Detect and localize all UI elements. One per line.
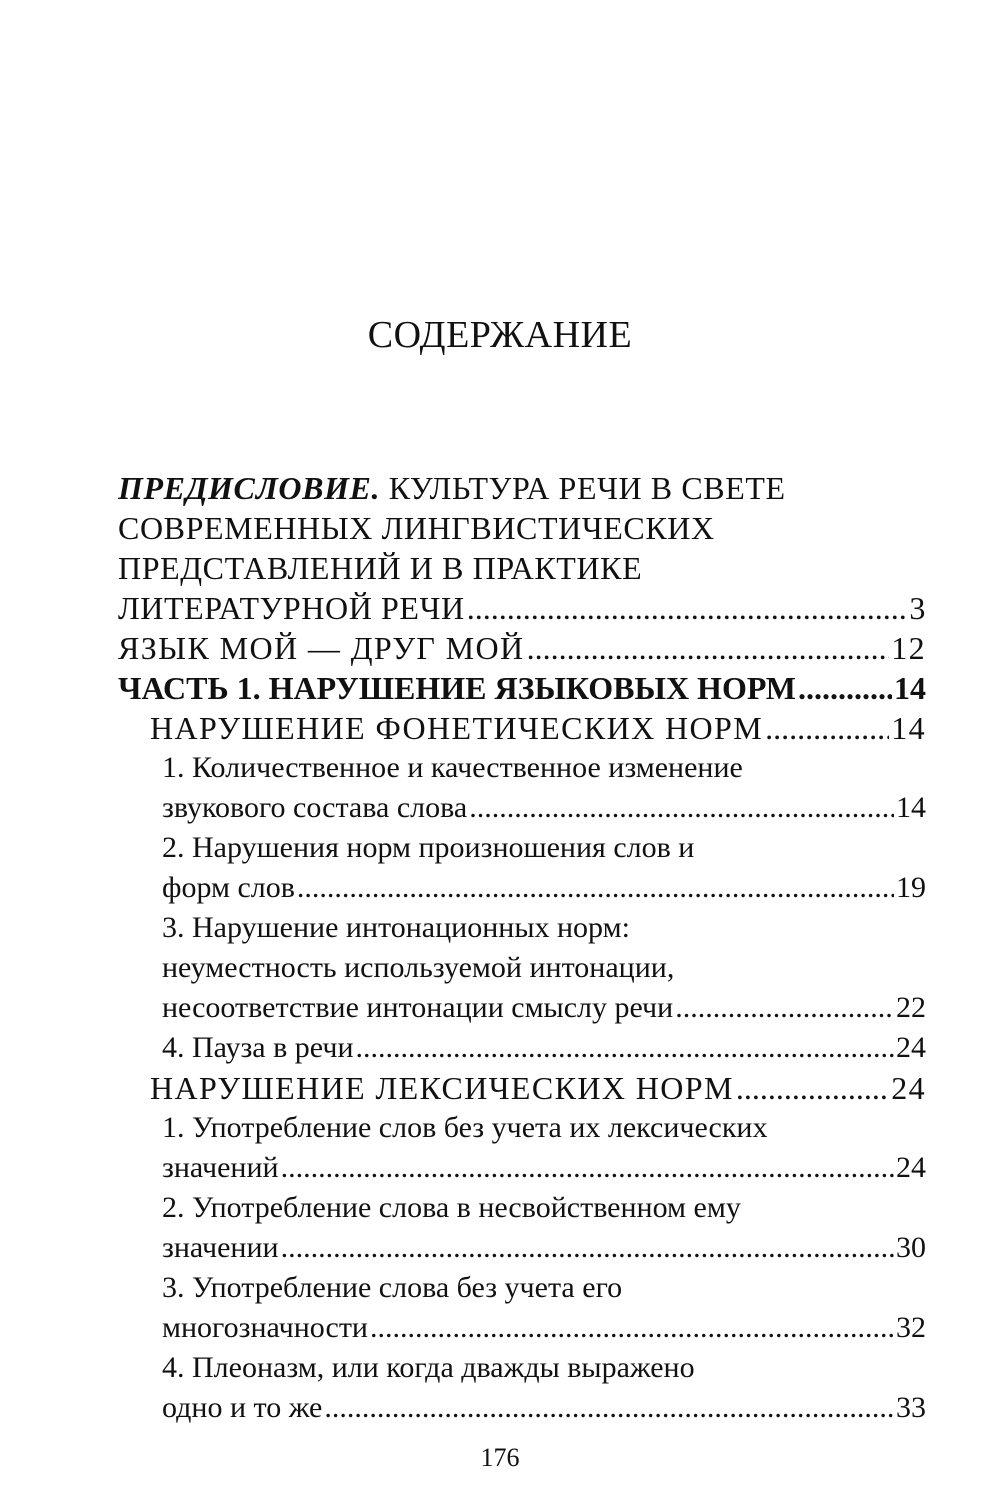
toc-item xyxy=(118,908,926,948)
toc-item xyxy=(118,1308,926,1348)
dot-leader xyxy=(798,668,892,708)
toc-preface-line-4 xyxy=(118,588,926,628)
toc-section-label: НАРУШЕНИЕ ФОНЕТИЧЕСКИХ НОРМ xyxy=(150,710,764,746)
toc-item-text: многозначности xyxy=(162,1311,368,1344)
toc-intro-label: ЯЗЫК МОЙ — ДРУГ МОЙ xyxy=(118,630,525,666)
toc-item xyxy=(118,1188,926,1228)
dot-leader xyxy=(467,588,908,628)
toc-page-number: 30 xyxy=(896,1231,926,1264)
toc-section-lexical xyxy=(118,1068,926,1108)
dot-leader xyxy=(675,988,894,1028)
toc-item xyxy=(118,948,926,988)
toc-item-text: форм слов xyxy=(162,871,295,904)
toc-preface-title-2: СОВРЕМЕННЫХ ЛИНГВИСТИЧЕСКИХ xyxy=(118,510,715,546)
toc-preface-line-3 xyxy=(118,548,926,588)
toc-section-phonetic xyxy=(118,708,926,748)
dot-leader xyxy=(370,1308,894,1348)
toc-intro xyxy=(118,628,926,668)
toc-item-text: 1. Употребление слов без учета их лексических xyxy=(162,1111,768,1144)
toc-item-text: неуместность используемой интонации, xyxy=(162,951,675,984)
dot-leader xyxy=(469,788,894,828)
toc-page-number: 14 xyxy=(894,670,926,706)
toc-item xyxy=(118,1228,926,1268)
page-number: 176 xyxy=(480,1443,520,1472)
toc-item xyxy=(118,1268,926,1308)
toc-section-label: НАРУШЕНИЕ ЛЕКСИЧЕСКИХ НОРМ xyxy=(150,1070,734,1106)
toc-page-number: 33 xyxy=(896,1391,926,1424)
toc-item-text: несоответствие интонации смыслу речи xyxy=(162,991,674,1024)
toc-item-text: 1. Количественное и качественное изменение xyxy=(162,751,743,784)
toc-part-1 xyxy=(118,668,926,708)
toc-item-text: значений xyxy=(162,1151,279,1184)
toc-preface-line-2 xyxy=(118,508,926,548)
toc-part-1-label: ЧАСТЬ 1. НАРУШЕНИЕ ЯЗЫКОВЫХ НОРМ xyxy=(118,670,796,706)
toc-item xyxy=(118,1348,926,1388)
toc-item-text: 3. Нарушение интонационных норм: xyxy=(162,911,630,944)
toc-item xyxy=(118,868,926,908)
toc-item-text: 3. Употребление слова без учета его xyxy=(162,1271,623,1304)
toc-page-number: 24 xyxy=(896,1151,926,1184)
toc-item xyxy=(118,1108,926,1148)
toc-page-number: 24 xyxy=(896,1031,926,1064)
dot-leader xyxy=(297,868,894,908)
page-title: СОДЕРЖАНИЕ xyxy=(367,314,633,356)
dot-leader xyxy=(527,628,890,668)
toc-item xyxy=(118,988,926,1028)
toc-item xyxy=(118,1388,926,1428)
toc-item-text: 2. Нарушения норм произношения слов и xyxy=(162,831,695,864)
toc-page-number: 3 xyxy=(909,590,926,626)
toc-page-number: 12 xyxy=(891,630,926,666)
dot-leader xyxy=(324,1388,894,1428)
toc-page-number: 14 xyxy=(891,710,926,746)
toc-item-text: 4. Плеоназм, или когда дважды выражено xyxy=(162,1351,695,1384)
dot-leader xyxy=(356,1028,895,1068)
toc-item xyxy=(118,1148,926,1188)
dot-leader xyxy=(736,1068,889,1108)
toc-preface-title-3: ПРЕДСТАВЛЕНИЙ И В ПРАКТИКЕ xyxy=(118,550,643,586)
toc-preface-title-4: ЛИТЕРАТУРНОЙ РЕЧИ xyxy=(118,590,465,626)
toc-item-text: 2. Употребление слова в несвойственном ему xyxy=(162,1191,741,1224)
toc-page-number: 14 xyxy=(896,791,926,824)
toc-page-number: 19 xyxy=(896,871,926,904)
toc-item xyxy=(118,1028,926,1068)
toc-item xyxy=(118,748,926,788)
toc-page-number: 24 xyxy=(891,1070,926,1106)
toc-item-text: одно и то же xyxy=(162,1391,323,1424)
toc-item-text: 4. Пауза в речи xyxy=(162,1031,354,1064)
table-of-contents xyxy=(118,468,926,1428)
toc-preface-line-1 xyxy=(118,468,926,508)
toc-preface-emphasis: ПРЕДИСЛОВИЕ. xyxy=(118,470,381,506)
toc-item-text: звукового состава слова xyxy=(162,791,468,824)
dot-leader xyxy=(765,708,889,748)
toc-page-number: 32 xyxy=(896,1311,926,1344)
toc-item xyxy=(118,788,926,828)
toc-item-text: значении xyxy=(162,1231,279,1264)
toc-preface-title-1: КУЛЬТУРА РЕЧИ В СВЕТЕ xyxy=(388,470,786,506)
toc-item xyxy=(118,828,926,868)
toc-page-number: 22 xyxy=(896,991,926,1024)
dot-leader xyxy=(281,1148,894,1188)
dot-leader xyxy=(281,1228,894,1268)
